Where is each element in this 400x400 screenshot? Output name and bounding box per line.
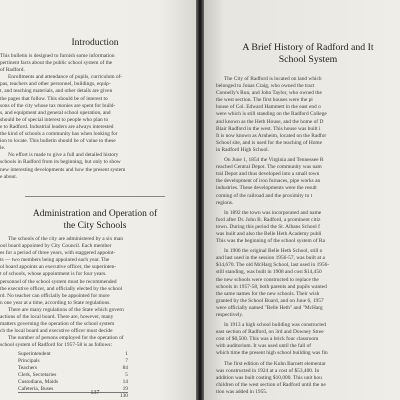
admin-title [0,209,190,233]
staff-role: Principals [18,357,40,364]
history-paragraph: In 1913 a high school building was constructed east section of Radford, on 3rd and Downey Stree cost of $0,500. This was a brick four classroom with auditorium. It was used until the fall of which time the present high school building was fin [216,322,328,357]
staff-row [18,365,128,372]
history-paragraph: The City of Radford is located on land which belonged to Jonas Craig, who owned the tract Connelly's Run, and John Taylor, who owned the the west section. The first houses were the pi house of Col. Edward Hammett in the east end o were which is still standing on the Radford College and known as the Heth House, and the home of D Blair Radford in the west. This house was built i It is now known as Arnheim, located on the Radfor School site, and is used for the teaching of Home in Radford High School. [216,76,327,153]
admin-paragraph: The schools of the city are administered by a six man ool board appointed by City Council. Each member es for a period of three years, with staggered appoint- ts — two members being appointed each year. The ol board appoints an executive officer, the superinten- t of schools, whose appointment is for four years. personnel of the school system must be recommended the executive officer, and officially elected by the school rd. No teacher can officially be appointed for more n one year at a time, according to State regulations. [0,236,123,306]
history-title [216,42,400,66]
staff-row [18,358,128,365]
staff-count: 1 [125,351,128,357]
staff-role: Superintendent [18,351,51,357]
intro-title: Introduction [71,38,119,48]
intro-text [0,53,190,181]
admin-title-line1: Administration and Operation of [32,209,158,219]
left-page [0,0,196,400]
staff-total: 130 [119,393,128,400]
section-divider [25,196,165,197]
staff-row [18,351,128,358]
staff-row [18,372,128,379]
admin-paragraph: There are many regulations of the State which govern actions of the local board. There are, however, many matters governing the operation of the school system ch the local board and executive officer must decide [0,306,124,335]
history-paragraph: On June 1, 1854 the Virginia and Tennessee R reached Central Depot. The community was nam tral Depot and thus developed into a small town the development of iron furnaces, pipe works an industries. These developments were the result coming of the railroad and the proximity to t regions. [216,157,324,206]
book-spine [196,0,204,400]
page-number: 137 [90,390,100,396]
staff-role: Cafeteria, Buses [18,385,54,392]
history-paragraph: In 1906 the original Belle Heth School, still o and last used in the session 1956-57, was built at a $14,670. The old McHarg School, last used in 1956- still standing, was built in 1908 and cost $14,450 the new schools were constructed to replace the schools in 1957-58, both parents and pupils wanted the same names for the new schools. Their wish granted by the School Board, and on June 6, 1957 were officially named "Belle Heth" and "McHarg respectively. [216,248,330,318]
history-text [216,76,400,396]
staff-count: 14 [122,378,128,385]
staff-count: 19 [122,385,128,392]
right-page [204,0,400,400]
staff-role: Custodians, Maids [18,378,59,385]
history-paragraph: In 1892 the town was incorporated and name ford after Dr. John B. Radford, a prominent citiz town. During this period the St. Albans School f was built and also the Belle Heth Academy publi This was the beginning of the school system of Ra [216,209,325,245]
history-paragraph: The first edition of the Kuhn Barnett elementar was constructed in 1924 at a cost of $53,400. In addition was built costing $10,000. This unit hou children of the west section of Radford until the ne tion was added in 1955. [216,360,326,395]
intro-paragraph: This bulletin is designed to furnish some information pertinent facts about the public school system of the of Radford. [0,53,115,74]
staff-count: 5 [125,371,128,378]
admin-text [0,236,190,350]
staff-count: 7 [125,357,128,364]
history-title-line2: School System [278,54,338,66]
intro-paragraph: No effort is made to give a full and detailed history schools in Radford from its beginning, but only to show new interesting developments and how the present system e about. [0,152,126,180]
staff-role: Clerk, Secretaries [18,371,57,378]
history-title-line1: A Brief History of Radford and It [242,42,374,53]
staff-row [18,379,128,386]
staff-role: Teachers [18,364,38,371]
admin-title-line2: the City Schools [63,220,127,231]
intro-paragraph: Enrollments and attendance of pupils, curriculum of- pas, teachers and other personnel, buildings, equip- t, and teaching materials, and other details are given the pages that follow. This should be of interest to sons of the city whose tax monies are spent for build- s, and equipment and general school operation, and should be of special interest to people who plan to e to Radford. Industrial leaders are always interested the kind of schools a community has when looking for ion to locate. This bulletin should be of value to these le. [0,74,123,152]
admin-paragraph: The number of persons employed for the operation of school system of Radford for 1957-58 is as follows: [0,335,124,349]
staff-count: 84 [122,364,128,371]
